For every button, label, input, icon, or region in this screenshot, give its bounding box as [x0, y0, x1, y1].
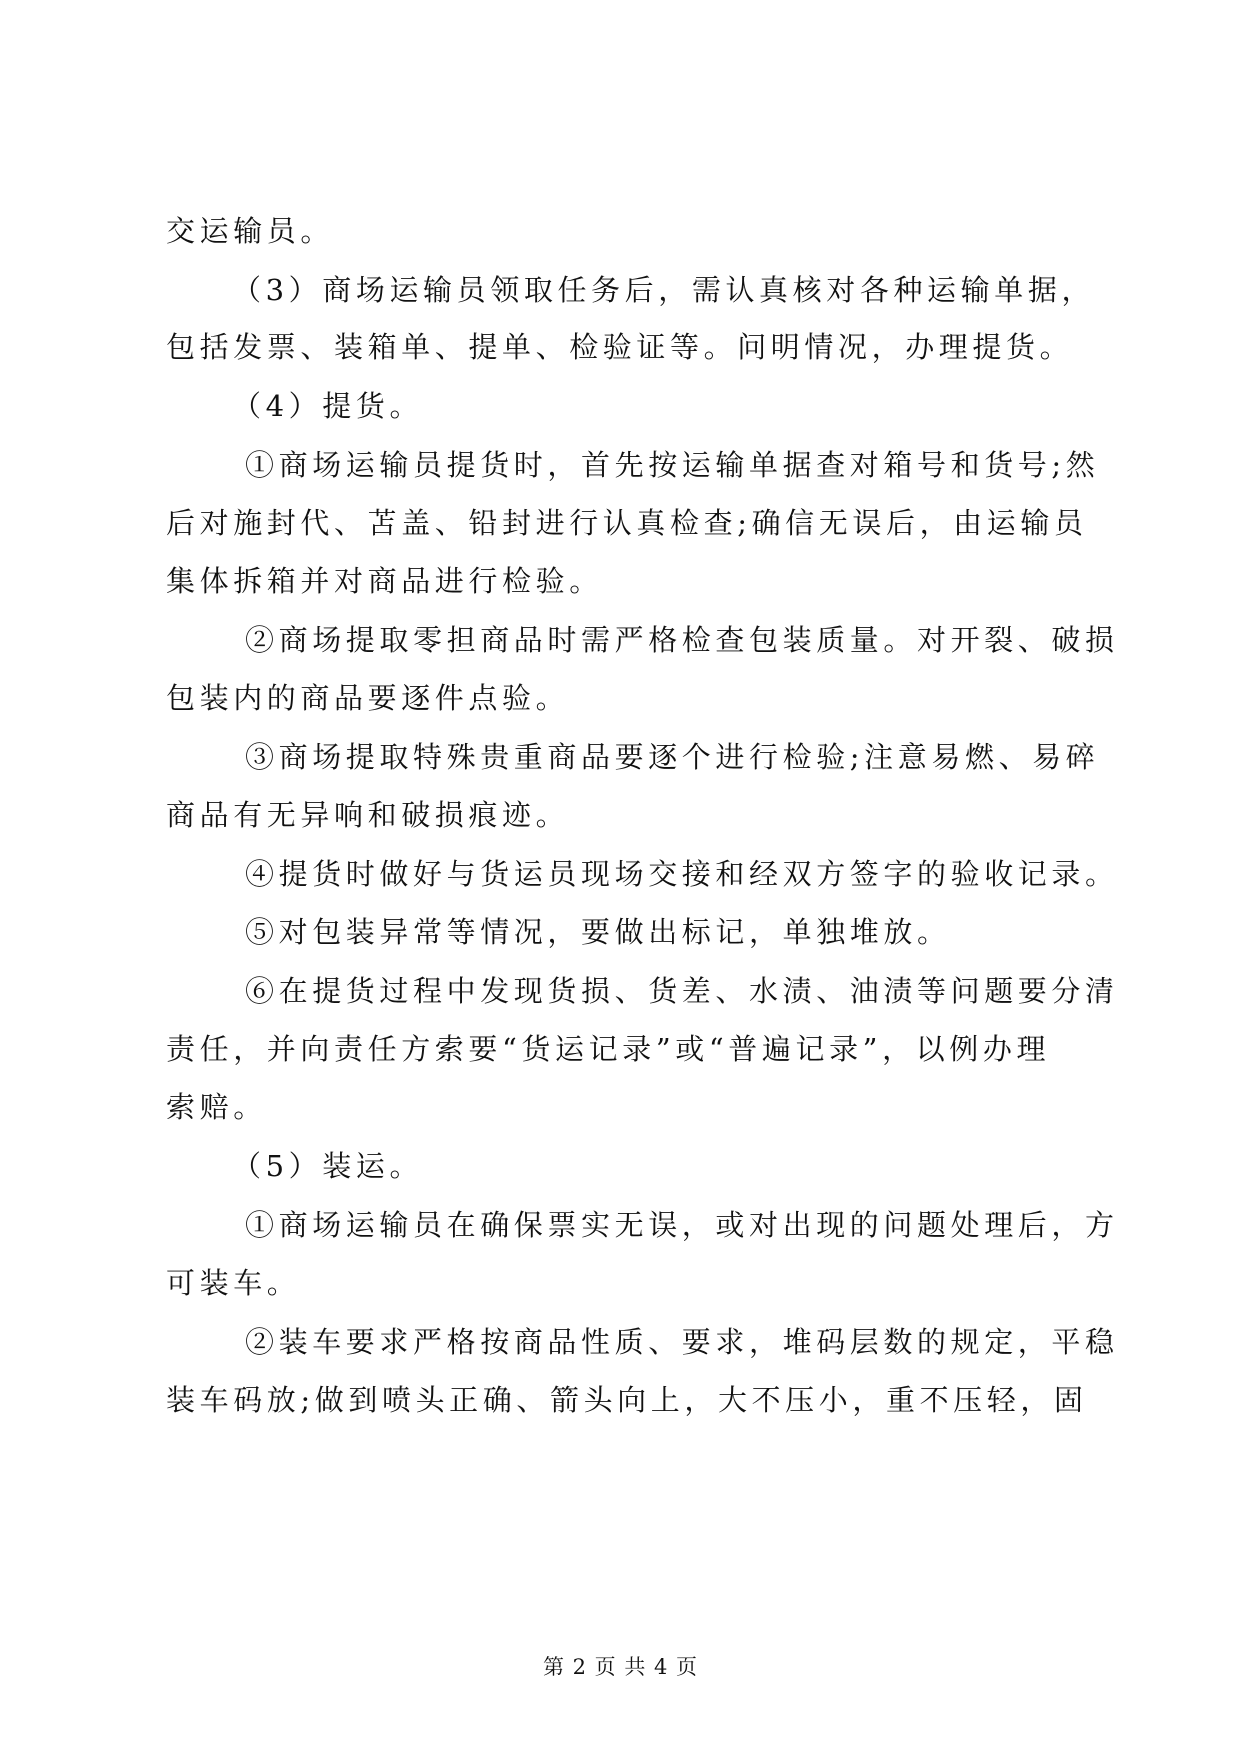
text-line: ④提货时做好与货运员现场交接和经双方签字的验收记录。 [245, 857, 1119, 891]
text-line: 索赔。 [166, 1090, 267, 1124]
text-line: ①商场运输员提货时，首先按运输单据查对箱号和货号;然 [245, 448, 1100, 482]
text-line: （3）商场运输员领取任务后，需认真核对各种运输单据， [232, 273, 1096, 307]
text-line: ②商场提取零担商品时需严格检查包装质量。对开裂、破损 [245, 623, 1119, 657]
text-line: ⑥在提货过程中发现货损、货差、水渍、油渍等问题要分清 [245, 974, 1119, 1008]
text-line: 包装内的商品要逐件点验。 [166, 681, 570, 715]
text-line: 装车码放;做到喷头正确、箭头向上，大不压小，重不压轻，固 [166, 1383, 1088, 1417]
text-line: ⑤对包装异常等情况，要做出标记，单独堆放。 [245, 915, 951, 949]
text-line: 商品有无异响和破损痕迹。 [166, 798, 570, 832]
text-line: 后对施封代、苫盖、铅封进行认真检查;确信无误后，由运输员 [166, 506, 1088, 540]
text-line: ②装车要求严格按商品性质、要求，堆码层数的规定，平稳 [245, 1325, 1119, 1359]
text-line: ③商场提取特殊贵重商品要逐个进行检验;注意易燃、易碎 [245, 740, 1100, 774]
text-line: 可装车。 [166, 1266, 301, 1300]
text-line: 集体拆箱并对商品进行检验。 [166, 564, 603, 598]
text-line: 包括发票、装箱单、提单、检验证等。问明情况，办理提货。 [166, 330, 1074, 364]
text-line: 交运输员。 [166, 214, 335, 248]
page-number-footer: 第 2 页 共 4 页 [542, 1655, 699, 1679]
text-line: ①商场运输员在确保票实无误，或对出现的问题处理后，方 [245, 1208, 1119, 1242]
text-line: （5）装运。 [232, 1149, 424, 1183]
text-line: 责任，并向责任方索要“货运记录”或“普遍记录”，以例办理 [166, 1032, 1051, 1066]
text-line: （4）提货。 [232, 389, 424, 423]
